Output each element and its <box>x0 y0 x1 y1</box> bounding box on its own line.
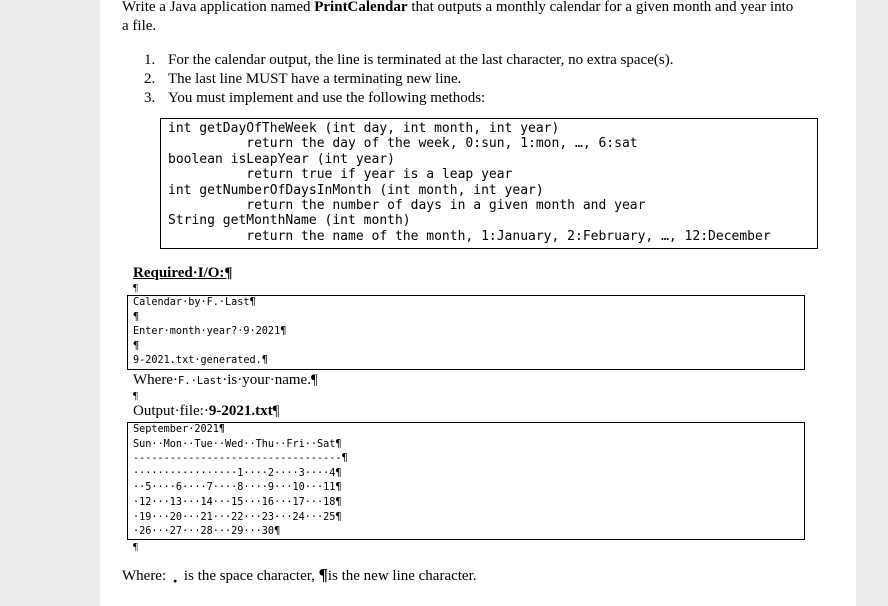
requirement-number: 2. <box>144 71 156 87</box>
requirement-item <box>144 51 673 70</box>
console-line: Enter·month·year?·9·2021¶ <box>133 326 287 338</box>
requirement-text: The last line MUST have a terminating new line. <box>168 71 462 87</box>
calendar-line: ·19···20···21···22···23···24···25¶ <box>133 511 342 523</box>
calendar-line: ·················1····2····3····4¶ <box>133 467 342 479</box>
code-line: return the number of days in a given month and year <box>168 198 646 214</box>
code-line: return the day of the week, 0:sun, 1:mon, …, 6:sat <box>168 136 638 152</box>
calendar-line: September·2021¶ <box>133 424 226 435</box>
where-name-line: Where·F.·Last·is·your·name.¶ <box>133 372 318 388</box>
output-file-line: Output·file:·9-2021.txt¶ <box>133 403 280 419</box>
methods-code-box <box>160 118 818 249</box>
code-line: boolean isLeapYear (int year) <box>168 151 395 167</box>
pilcrow-mark: ¶ <box>133 282 138 294</box>
output-file-name: 9-2021.txt <box>208 403 273 419</box>
requirement-text: You must implement and use the following methods: <box>168 90 486 106</box>
console-io-box <box>127 295 805 370</box>
pilcrow-mark-3: ¶ <box>133 541 138 553</box>
code-line: return true if year is a leap year <box>168 167 513 183</box>
console-line: Calendar·by·F.·Last¶ <box>133 297 256 308</box>
code-line: int getNumberOfDaysInMonth (int month, int year) <box>168 182 544 198</box>
intro-line-2: a file. <box>122 18 157 34</box>
requirement-text: For the calendar output, the line is terminated at the last character, no extra space(s). <box>168 52 674 68</box>
requirement-item <box>144 70 461 89</box>
pilcrow-mark-2: ¶ <box>133 390 138 402</box>
console-line: 9-2021.txt·generated.¶ <box>133 355 268 367</box>
requirement-item <box>144 89 485 108</box>
calendar-output-box <box>127 422 805 540</box>
console-line: ¶ <box>133 311 140 323</box>
methods-code <box>168 121 771 244</box>
legend-line: Where: · is the space character, ¶is the new line character. <box>122 565 477 591</box>
newline-pilcrow: ¶ <box>318 565 328 584</box>
class-name: PrintCalendar <box>314 0 408 15</box>
calendar-line: Sun··Mon··Tue··Wed··Thu··Fri··Sat¶ <box>133 438 342 450</box>
code-line: String getMonthName (int month) <box>168 213 411 229</box>
code-line: int getDayOfTheWeek (int day, int month, int year) <box>168 121 560 136</box>
required-io-heading: Required·I/O:¶ <box>133 265 233 281</box>
requirement-number: 3. <box>144 90 156 106</box>
calendar-line: ----------------------------------¶ <box>133 453 348 465</box>
requirement-number: 1. <box>144 52 156 68</box>
calendar-line: ·26···27···28···29···30¶ <box>133 526 281 538</box>
space-dot: · <box>172 571 179 591</box>
calendar-lines <box>133 423 348 540</box>
console-lines <box>133 296 286 369</box>
intro-line-1: Write a Java application named PrintCalendar that outputs a monthly calendar for a given month and year into <box>122 0 794 15</box>
calendar-line: ·12···13···14···15···16···17···18¶ <box>133 496 342 508</box>
code-line: return the name of the month, 1:January, 2:February, …, 12:December <box>168 228 771 244</box>
console-line: ¶ <box>133 340 140 352</box>
calendar-line: ··5····6····7····8····9···10···11¶ <box>133 482 342 494</box>
